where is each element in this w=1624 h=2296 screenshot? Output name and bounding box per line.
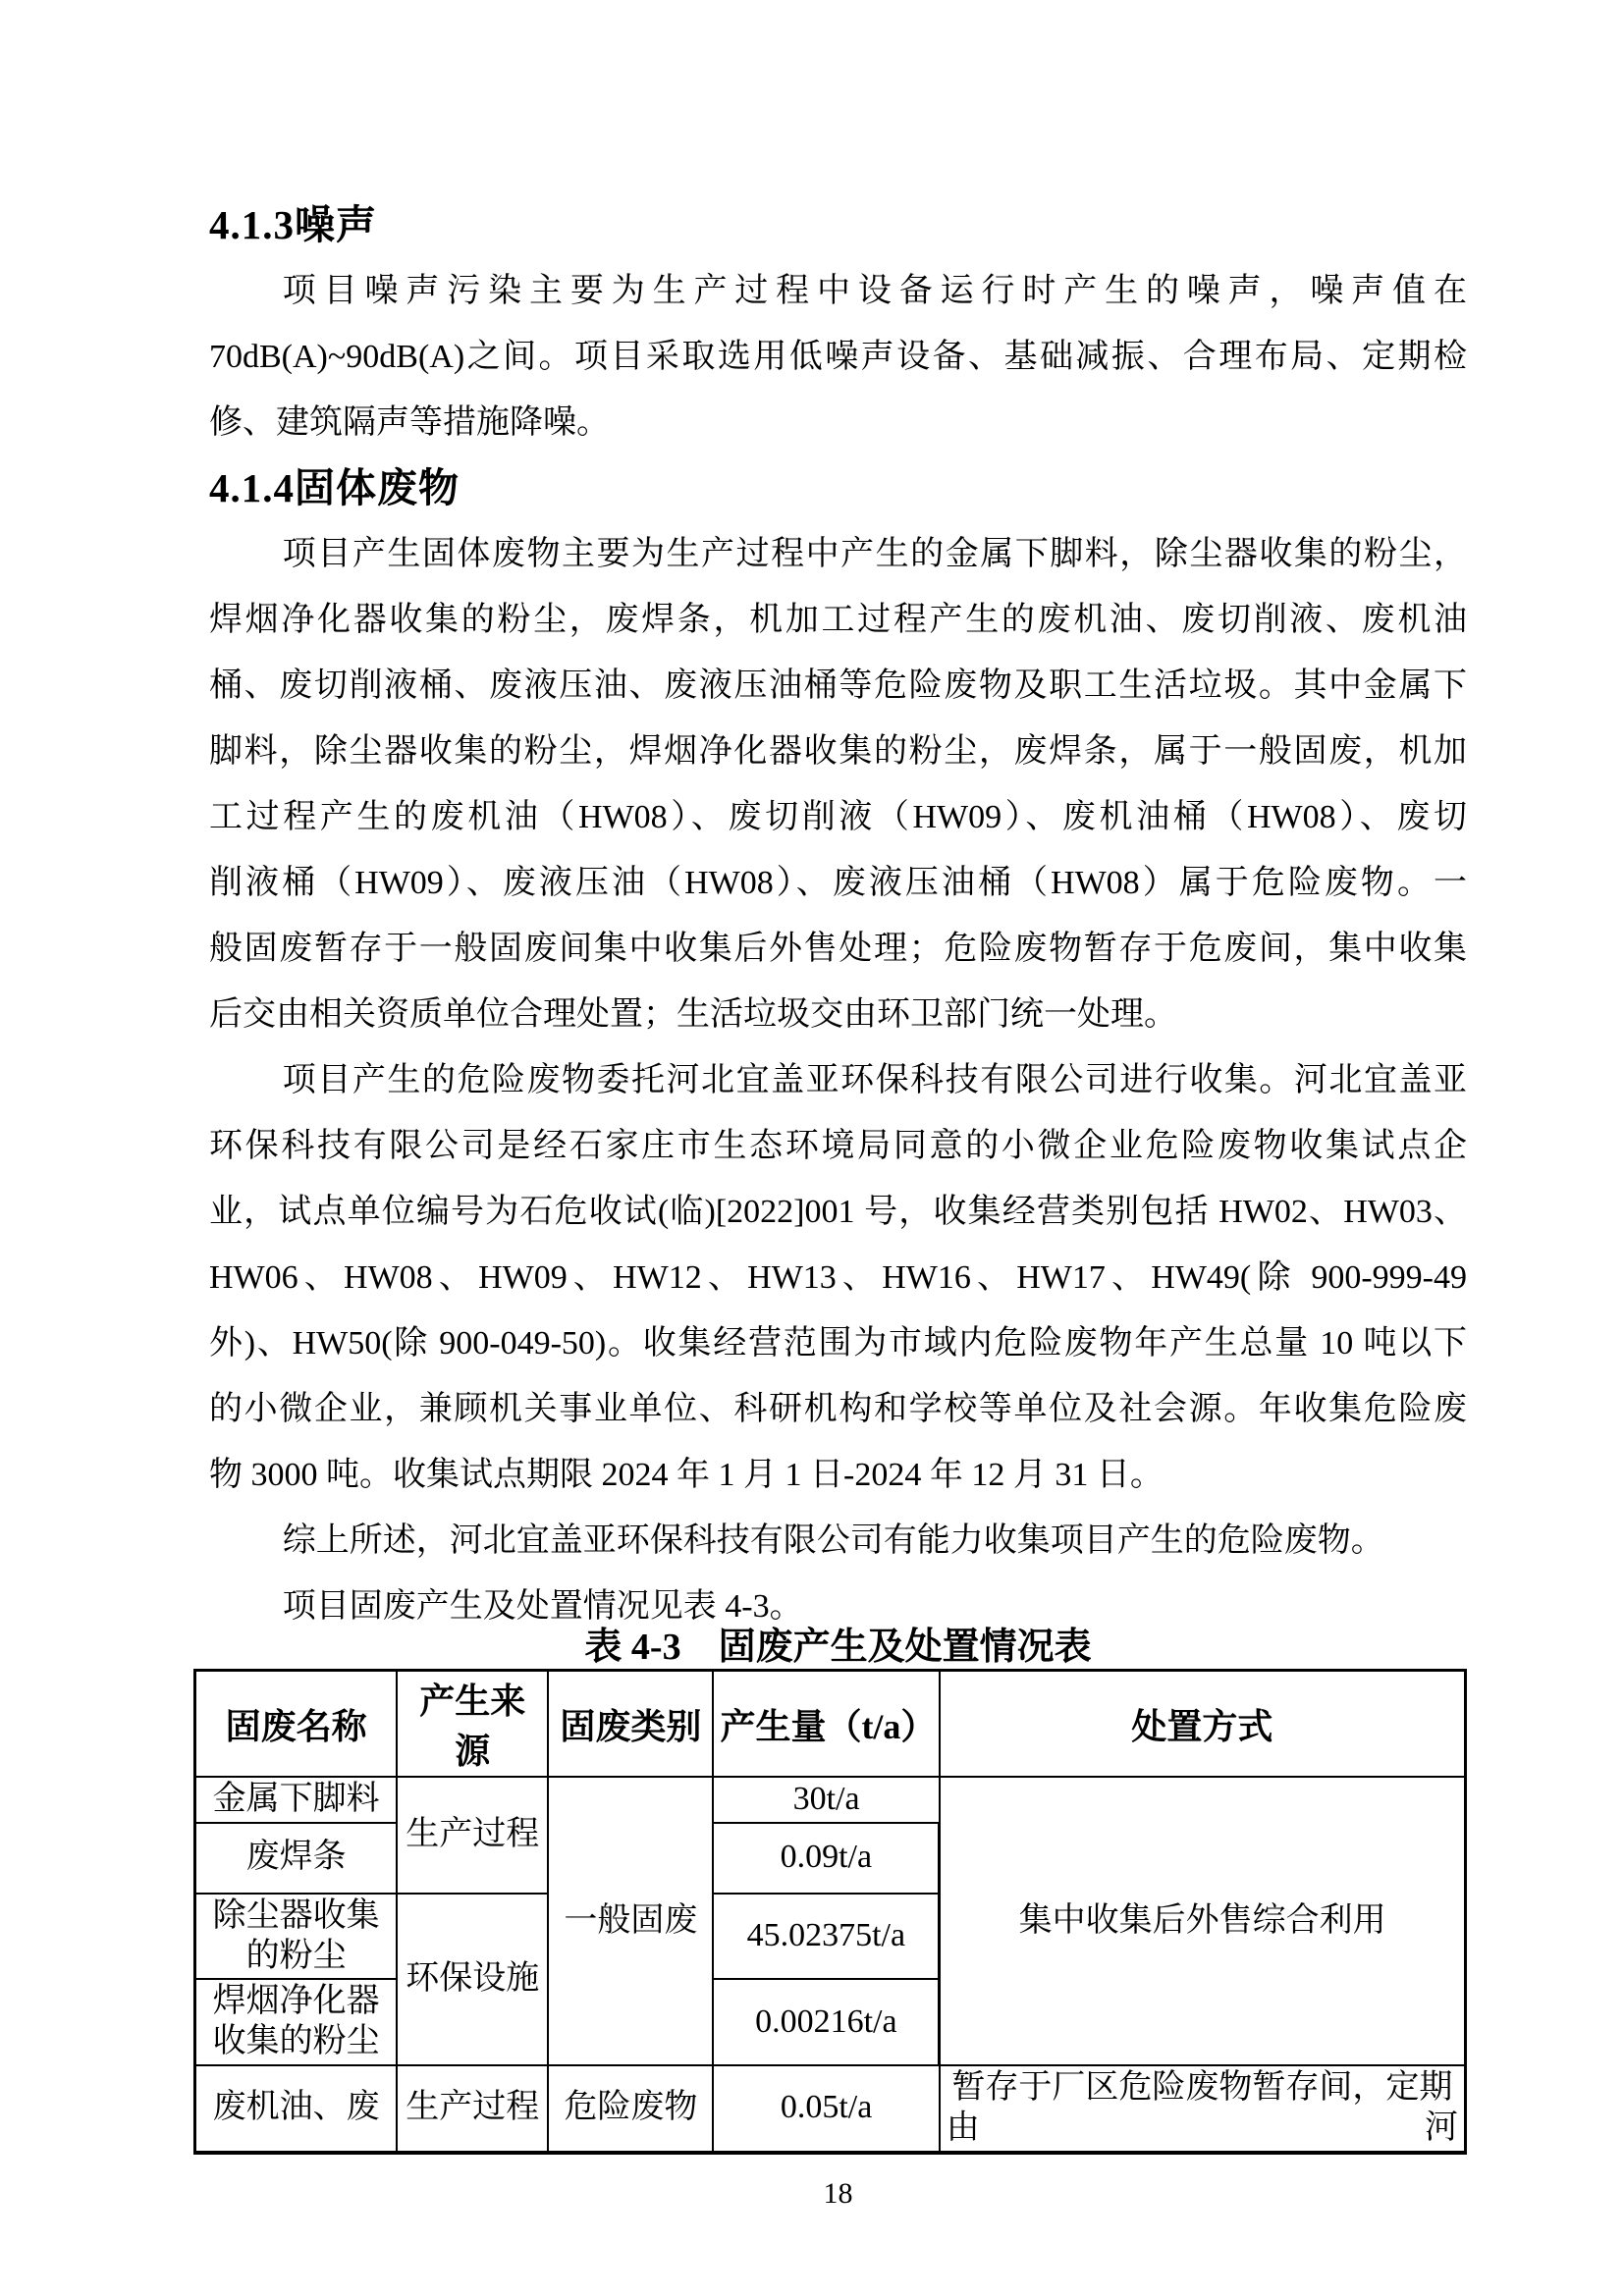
header-source: 产生来源: [397, 1671, 548, 1778]
solid-waste-paragraph-line: 项目产生固体废物主要为生产过程中产生的金属下脚料，除尘器收集的粉尘，: [282, 536, 1467, 572]
table-header-row: [195, 1671, 1466, 1778]
cell-source: 生产过程: [397, 2065, 548, 2153]
collection-paragraph-line: HW06、HW08、HW09、HW12、HW13、HW16、HW17、HW49(除 900-999-49: [209, 1259, 1467, 1296]
page-number: 18: [823, 2176, 853, 2210]
header-disposal: 处置方式: [940, 1671, 1466, 1778]
solid-waste-paragraph-line: 般固废暂存于一般固废间集中收集后外售处理；危险废物暂存于危废间，集中收集: [209, 931, 1467, 967]
cell-amount: 0.09t/a: [713, 1823, 939, 1894]
cell-amount: 30t/a: [713, 1777, 939, 1823]
solid-waste-paragraph-line: 削液桶（HW09）、废液压油（HW08）、废液压油桶（HW08）属于危险废物。一: [209, 865, 1467, 901]
cell-waste-name: 焊烟净化器收集的粉尘: [195, 1979, 398, 2065]
collection-paragraph-line: 的小微企业，兼顾机关事业单位、科研机构和学校等单位及社会源。年收集危险废: [209, 1391, 1467, 1427]
cell-disposal: 暂存于厂区危险废物暂存间，定期由河: [940, 2065, 1466, 2153]
table-caption: 表 4-3 固废产生及处置情况表: [584, 1627, 1092, 1668]
cell-waste-name: 金属下脚料: [195, 1777, 398, 1823]
cell-amount: 0.05t/a: [713, 2065, 939, 2153]
cell-amount: 0.00216t/a: [713, 1979, 939, 2065]
noise-paragraph-line: 项目噪声污染主要为生产过程中设备运行时产生的噪声，噪声值在: [282, 273, 1467, 309]
solid-waste-paragraph-line: 后交由相关资质单位合理处置；生活垃圾交由环卫部门统一处理。: [209, 996, 1177, 1033]
cell-source: 环保设施: [397, 1894, 548, 2065]
solid-waste-paragraph-line: 工过程产生的废机油（HW08）、废切削液（HW09）、废机油桶（HW08）、废切: [209, 799, 1467, 835]
table-row: [195, 2065, 1466, 2153]
solid-waste-paragraph-line: 焊烟净化器收集的粉尘，废焊条，机加工过程产生的废机油、废切削液、废机油: [209, 602, 1467, 638]
cell-source: 生产过程: [397, 1777, 548, 1894]
noise-paragraph-line: 70dB(A)~90dB(A)之间。项目采取选用低噪声设备、基础减振、合理布局、定期检: [209, 339, 1467, 375]
header-amount: 产生量（t/a）: [713, 1671, 939, 1778]
document-content: [209, 192, 1467, 2212]
collection-paragraph-line: 环保科技有限公司是经石家庄市生态环境局同意的小微企业危险废物收集试点企: [209, 1128, 1467, 1164]
table-row: [195, 1777, 1466, 1823]
header-waste-name: 固废名称: [195, 1671, 398, 1778]
heading-noise: 4.1.3噪声: [209, 202, 377, 247]
summary-line: 综上所述，河北宜盖亚环保科技有限公司有能力收集项目产生的危险废物。: [282, 1522, 1384, 1559]
cell-waste-name: 除尘器收集的粉尘: [195, 1894, 398, 1980]
solid-waste-paragraph-line: 桶、废切削液桶、废液压油、废液压油桶等危险废物及职工生活垃圾。其中金属下: [209, 667, 1467, 704]
cell-amount: 45.02375t/a: [713, 1894, 939, 1980]
cell-disposal: 集中收集后外售综合利用: [940, 1777, 1466, 2065]
header-category: 固废类别: [548, 1671, 713, 1778]
solid-waste-table: [193, 1669, 1467, 2155]
cell-category: 一般固废: [548, 1777, 713, 2065]
cell-waste-name: 废机油、废: [195, 2065, 398, 2153]
cell-waste-name: 废焊条: [195, 1823, 398, 1894]
collection-paragraph-line: 物 3000 吨。收集试点期限 2024 年 1 月 1 日-2024 年 12 月 31 日。: [209, 1457, 1164, 1493]
collection-paragraph-line: 项目产生的危险废物委托河北宜盖亚环保科技有限公司进行收集。河北宜盖亚: [282, 1062, 1467, 1098]
table-reference-line: 项目固废产生及处置情况见表 4-3。: [282, 1588, 803, 1625]
collection-paragraph-line: 业，试点单位编号为石危收试(临)[2022]001 号，收集经营类别包括 HW02、HW03、: [209, 1194, 1467, 1230]
heading-solid-waste: 4.1.4固体废物: [209, 465, 460, 510]
noise-paragraph-line: 修、建筑隔声等措施降噪。: [209, 404, 610, 441]
solid-waste-paragraph-line: 脚料，除尘器收集的粉尘，焊烟净化器收集的粉尘，废焊条，属于一般固废，机加: [209, 733, 1467, 770]
cell-category: 危险废物: [548, 2065, 713, 2153]
collection-paragraph-line: 外)、HW50(除 900-049-50)。收集经营范围为市域内危险废物年产生总量 10 吨以下: [209, 1325, 1467, 1362]
